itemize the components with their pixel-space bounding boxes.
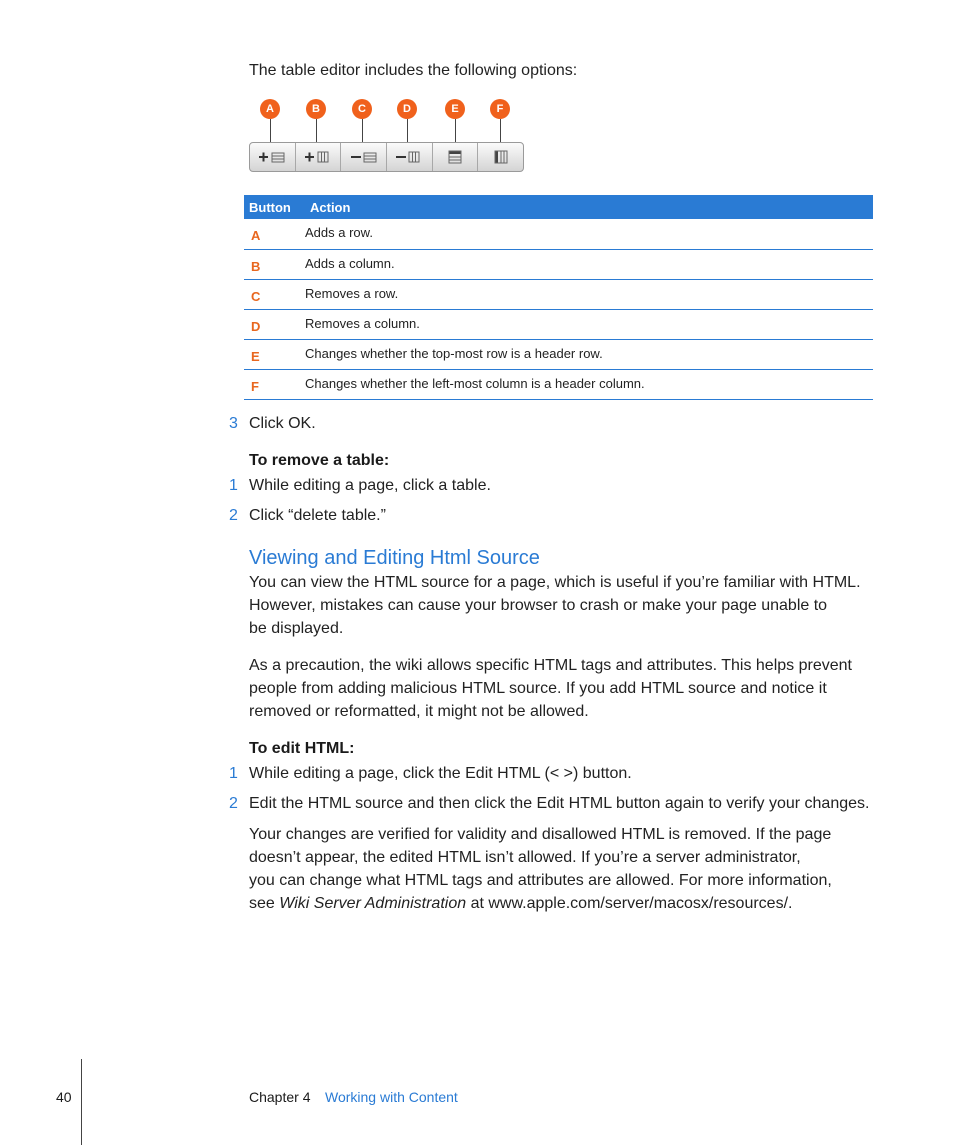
paragraph-line: Your changes are verified for validity and disallowed HTML is removed. If the page — [249, 826, 832, 843]
table-row — [244, 219, 873, 249]
paragraph-line: be displayed. — [249, 620, 344, 637]
step-number: 1 — [229, 765, 238, 782]
section-paragraph-2 — [249, 654, 879, 723]
add-row-button[interactable] — [250, 143, 296, 171]
row-action: Changes whether the top-most row is a header row. — [300, 339, 873, 369]
row-letter: A — [244, 219, 300, 249]
step-number: 2 — [229, 795, 238, 812]
remove-column-button[interactable] — [387, 143, 433, 171]
table-header-row — [244, 195, 873, 219]
callout-d: D — [397, 99, 417, 119]
table-row — [244, 369, 873, 399]
paragraph-line: As a precaution, the wiki allows specific HTML tags and attributes. This helps prevent — [249, 657, 852, 674]
header-row-button[interactable] — [433, 143, 479, 171]
callout-f: F — [490, 99, 510, 119]
add-column-button[interactable] — [296, 143, 342, 171]
step-text: Click “delete table.” — [249, 507, 386, 524]
header-column-button[interactable] — [478, 143, 523, 171]
table-row — [244, 249, 873, 279]
table-row — [244, 279, 873, 309]
edit-html-heading: To edit HTML: — [249, 740, 355, 757]
paragraph-line: doesn’t appear, the edited HTML isn’t allowed. If you’re a server administrator, — [249, 849, 801, 866]
step-text: Edit the HTML source and then click the Edit HTML button again to verify your changes. — [249, 795, 870, 812]
footer-chapter: Chapter 4 — [249, 1089, 311, 1105]
row-action: Changes whether the left-most column is a header column. — [300, 369, 873, 399]
remove-row-icon — [349, 149, 379, 165]
callout-b: B — [306, 99, 326, 119]
header-column-icon — [486, 149, 516, 165]
header-action: Action — [300, 195, 873, 219]
step-text: Click OK. — [249, 415, 316, 432]
row-action: Adds a column. — [300, 249, 873, 279]
remove-table-heading: To remove a table: — [249, 452, 390, 469]
step-number: 1 — [229, 477, 238, 494]
remove-row-button[interactable] — [341, 143, 387, 171]
callout-c: C — [352, 99, 372, 119]
section-paragraph-1 — [249, 571, 879, 640]
add-column-icon — [303, 149, 333, 165]
paragraph-line: You can view the HTML source for a page, which is useful if you’re familiar with HTML. — [249, 574, 861, 591]
row-letter: C — [244, 279, 300, 309]
paragraph-line: However, mistakes can cause your browser to crash or make your page unable to — [249, 597, 828, 614]
page-number: 40 — [56, 1089, 72, 1105]
header-button: Button — [244, 195, 300, 219]
paragraph-line: you can change what HTML tags and attributes are allowed. For more information, — [249, 872, 832, 889]
remove-column-icon — [394, 149, 424, 165]
options-table — [244, 195, 873, 400]
callout-a: A — [260, 99, 280, 119]
table-row — [244, 339, 873, 369]
footer-chapter-title: Working with Content — [325, 1089, 458, 1105]
step-text: While editing a page, click the Edit HTML (< >) button. — [249, 765, 632, 782]
edit-html-paragraph — [249, 823, 879, 915]
add-row-icon — [257, 149, 287, 165]
table-row — [244, 309, 873, 339]
callout-e: E — [445, 99, 465, 119]
paragraph-line: removed or reformatted, it might not be allowed. — [249, 703, 589, 720]
book-title: Wiki Server Administration — [279, 895, 467, 912]
header-row-icon — [440, 149, 470, 165]
row-letter: E — [244, 339, 300, 369]
step-number: 2 — [229, 507, 238, 524]
step-number: 3 — [229, 415, 238, 432]
table-editor-toolbar — [249, 142, 524, 172]
paragraph-line — [249, 892, 879, 915]
text-run: at www.apple.com/server/macosx/resources/. — [466, 895, 793, 912]
row-letter: F — [244, 369, 300, 399]
section-title: Viewing and Editing Html Source — [249, 547, 540, 569]
step-text: While editing a page, click a table. — [249, 477, 491, 494]
row-letter: B — [244, 249, 300, 279]
row-action: Adds a row. — [300, 219, 873, 249]
text-run: see — [249, 895, 280, 912]
row-action: Removes a column. — [300, 309, 873, 339]
footer-rule — [81, 1059, 82, 1145]
row-letter: D — [244, 309, 300, 339]
paragraph-line: people from adding malicious HTML source. If you add HTML source and notice it — [249, 680, 827, 697]
intro-text: The table editor includes the following options: — [249, 62, 578, 79]
row-action: Removes a row. — [300, 279, 873, 309]
